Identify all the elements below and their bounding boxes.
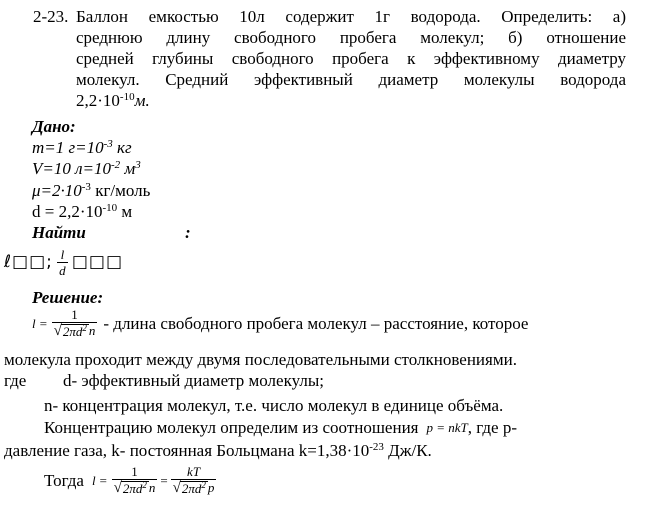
mean-free-path-line xyxy=(32,308,528,339)
given-heading: Дано: xyxy=(32,117,76,136)
then-fraction-2: kT √ $2\pi d^2$ p xyxy=(172,464,215,496)
pressure-line: давление газа, k- постоянная Больцмана $k=1,38\cdot 10^{-23}$ Дж/К. xyxy=(4,441,432,460)
where-label: где xyxy=(4,371,27,390)
problem-line-1: Баллон емкостью 10л содержит 1г водорода. Определить: а) xyxy=(76,7,626,26)
given-diameter: $d = 2,2\cdot 10^{-10}$ м xyxy=(32,202,133,221)
formula-lhs: l = xyxy=(32,315,48,331)
find-row-suffix: □□□ xyxy=(71,251,124,272)
problem-number: 2-23. xyxy=(33,7,69,26)
problem-line-2: среднюю длину свободного пробега молекул; б) отношение xyxy=(76,28,626,47)
find-row xyxy=(4,248,123,278)
then-fraction-1: 1 √ $2\pi d^2$ n xyxy=(113,464,156,496)
find-heading: Найти xyxy=(32,223,86,242)
where-diameter: d- эффективный диаметр молекулы; xyxy=(63,371,324,390)
problem-line-3: средней глубины свободного пробега к эффективному диаметру xyxy=(76,49,626,68)
then-line: Тогда l = 1 √ $2\pi d^2$ n = kT √ $2\pi d^2$ p xyxy=(44,464,215,496)
given-molar-mass: $\mu=2\cdot 10^{-3}$ кг/моль xyxy=(32,181,151,200)
find-colon: : xyxy=(185,223,191,242)
problem-line-4: молекул. Средний эффективный диаметр молекулы водорода xyxy=(76,70,626,89)
mean-free-path-description: - длина свободного пробега молекул – расстояние, которое xyxy=(103,313,529,333)
solution-description-2: молекула проходит между двумя последовательными столкновениями. xyxy=(4,350,517,369)
given-volume: V=10 $л=10^{-2}$ $м^3$ xyxy=(32,159,141,178)
mean-free-path-formula: 1 √ $2\pi d^2$ n xyxy=(53,307,96,339)
find-ratio-fraction: $\frac{l}{d}$ xyxy=(59,247,66,278)
solution-heading: Решение: xyxy=(32,288,104,307)
concentration-line: Концентрацию молекул определим из соотношения p = nkT , где p- xyxy=(44,418,518,437)
find-row-prefix: ℓ□□; xyxy=(4,251,53,272)
given-mass: m=1 $г=10^{-3}$ кг xyxy=(32,138,132,157)
problem-statement xyxy=(33,6,626,111)
then-label: Тогда xyxy=(44,470,84,490)
concentration-formula: p = nkT xyxy=(426,420,468,435)
problem-line-5: $2,2\cdot 10^{-10}м$. xyxy=(76,91,150,110)
where-concentration: n- концентрация молекул, т.е. число молекул в единице объёма. xyxy=(44,396,504,415)
